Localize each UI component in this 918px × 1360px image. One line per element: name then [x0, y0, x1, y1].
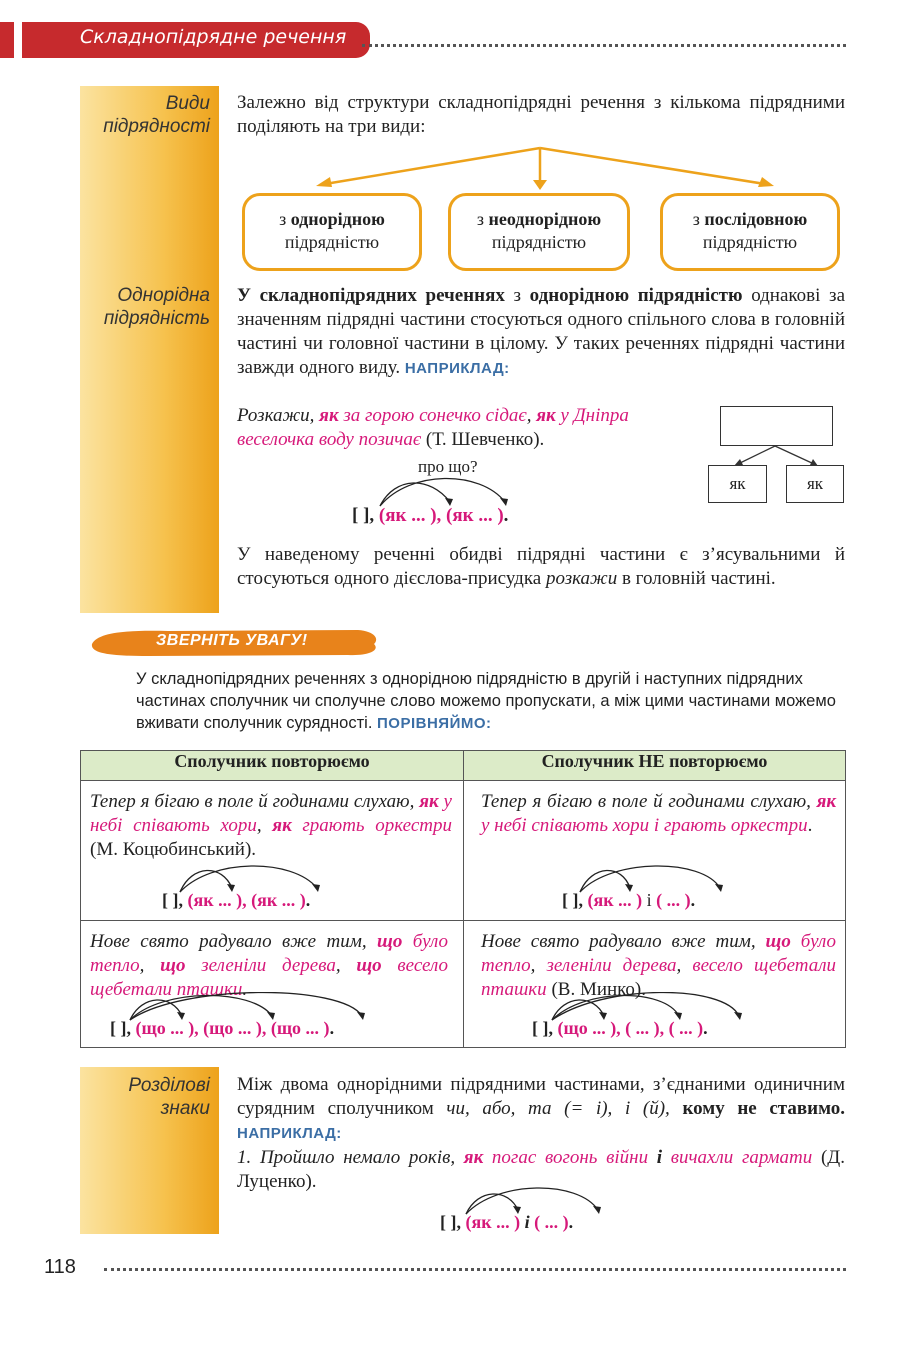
type-box-homogeneous: з однорідною підрядністю	[242, 193, 422, 271]
homogeneous-explanation: У наведеному реченні обидві підрядні частини є з’ясувальними й стосуються одного дієслова-присудка розкажи в головній частині.	[237, 544, 845, 589]
footer-dotted-line	[104, 1268, 846, 1271]
label-types: Види підрядності	[103, 93, 210, 137]
header-dotted-line	[362, 44, 846, 47]
header-title: Складнопідрядне речення	[80, 26, 347, 48]
homogeneous-example: Розкажи, як за горою сонечко сідає, як у Дніпра веселочка воду позичає (Т. Шевченко).	[237, 405, 629, 450]
compare-tag: ПОРІВНЯЙМО:	[377, 715, 492, 732]
note-text: У складнопідрядних реченнях з однорідною підрядністю в другій і наступних підрядних частинах сполучник чи сполучне слово можемо пропускати, а між цими частинами можемо вживати сполучник сурядності. ПОРІВНЯЙМО:	[136, 670, 836, 732]
page-number: 118	[44, 1256, 76, 1278]
cell-text: Тепер я бігаю в поле й годинами слухаю, як у небі співають хори і грають оркестри.	[481, 791, 836, 836]
diagram-box-left: як	[708, 465, 767, 503]
type-box-heterogeneous: з неоднорідною підрядністю	[448, 193, 630, 271]
table-header-repeat: Сполучник повторюємо	[81, 751, 464, 781]
note-banner-text: ЗВЕРНІТЬ УВАГУ!	[156, 632, 308, 649]
cell-text: Нове свято радувало вже тим, що було тепло, що зеленіли дерева, що весело щебетали пташки.	[90, 931, 449, 1000]
header-strip	[0, 22, 14, 58]
scheme-r2c2: [ ], (що ... ), ( ... ), ( ... ).	[532, 1018, 708, 1038]
homogeneous-definition: У складнопідрядних реченнях з однорідною підрядністю однакові за значенням підрядні частини стосуються одного спільного слова в головній частині чи головної частини в цілому. У таких реченнях підрядні частини завжди одного виду. НАПРИКЛАД:	[237, 285, 845, 378]
scheme-question: про що?	[418, 457, 478, 476]
punctuation-example: 1. Пройшло немало років, як погас вогонь війни і вичахли гармати (Д. Луценко).	[237, 1147, 846, 1192]
sidebar-block-1	[80, 86, 219, 613]
scheme-r2c1: [ ], (що ... ), (що ... ), (що ... ).	[110, 1018, 335, 1038]
scheme-punct: [ ], (як ... ) і ( ... ).	[440, 1212, 574, 1232]
type-box-sequential: з послідовною підрядністю	[660, 193, 840, 271]
table-header-no-repeat: Сполучник НЕ повторюємо	[464, 751, 846, 781]
scheme-r1c2: [ ], (як ... ) і ( ... ).	[562, 890, 696, 910]
types-arrows	[300, 144, 790, 194]
example-tag-2: НАПРИКЛАД:	[237, 1125, 342, 1142]
scheme-r1c1: [ ], (як ... ), (як ... ).	[162, 890, 311, 910]
types-intro: Залежно від структури складнопідрядні речення з кількома підрядними поділяють на три види:	[237, 92, 845, 137]
diagram-main-box	[720, 406, 833, 446]
diagram-box-right: як	[786, 465, 844, 503]
label-homogeneous: Однорідна підрядність	[103, 285, 210, 329]
example-tag: НАПРИКЛАД:	[404, 360, 510, 377]
cell-text: Тепер я бігаю в поле й годинами слухаю, як у небі співають хори, як грають оркестри (М. Коцюбинський).	[90, 791, 453, 860]
scheme-1: [ ], (як ... ), (як ... ).	[352, 505, 509, 526]
label-punctuation: Розділові знаки	[128, 1075, 210, 1119]
punctuation-rule: Між двома однорідними підрядними частинами, з’єднаними одиничним сурядним сполучником чи, або, та (= і), і (й), кому не ставимо. НАПРИКЛАД:	[237, 1074, 846, 1142]
header-gap	[14, 22, 22, 58]
cell-text: Нове свято радувало вже тим, що було тепло, зеленіли дерева, весело щебетали пташки (В. Минко).	[481, 931, 837, 1000]
